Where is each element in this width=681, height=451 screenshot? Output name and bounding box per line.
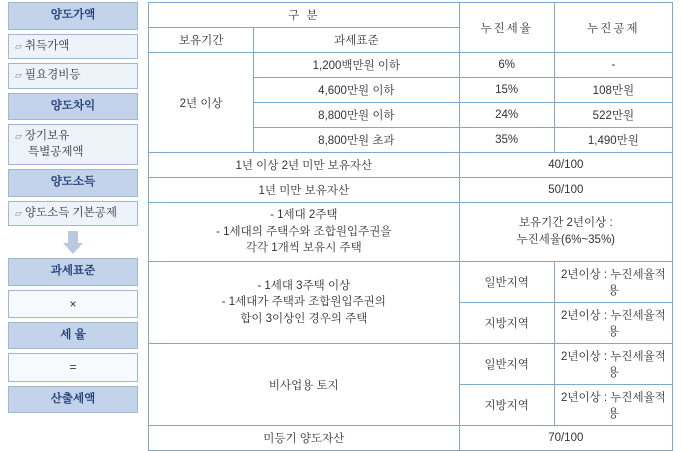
cell-two-house-description xyxy=(149,203,460,262)
cell-asset-under-1-year: 1년 미만 보유자산 xyxy=(149,178,460,203)
flow-step-tax-rate: 세 율 xyxy=(8,322,138,350)
cell-bracket-base: 1,200백만원 이하 xyxy=(254,53,459,78)
header-tax-base: 과세표준 xyxy=(254,28,459,53)
bullet-icon: ▱ xyxy=(15,207,22,218)
cell-bracket-deduction: 522만원 xyxy=(554,103,672,128)
header-progressive-deduction: 누진공제 xyxy=(554,3,672,53)
flow-step-transfer-income: 양도소득 xyxy=(8,169,138,197)
tax-rate-table-wrap xyxy=(148,2,673,451)
cell-land-area-local: 지방지역 xyxy=(459,385,554,426)
cell-bracket-rate: 15% xyxy=(459,78,554,103)
two-house-line-1: - 1세대 2주택 xyxy=(270,209,338,221)
cell-three-house-area-local: 지방지역 xyxy=(459,303,554,344)
cell-three-house-rate-general: 2년이상 : 누진세율적용 xyxy=(554,262,672,303)
flow-item-basic-deduction xyxy=(8,201,138,227)
flow-step-transfer-price: 양도가액 xyxy=(8,2,138,30)
cell-bracket-base: 8,800만원 초과 xyxy=(254,128,459,153)
cell-three-house-description xyxy=(149,262,460,344)
two-house-line-2: - 1세대의 주택수와 조합원입주권을 xyxy=(216,225,392,238)
cell-nonbusiness-land-label: 비사업용 토지 xyxy=(149,344,460,426)
calculation-flow-column xyxy=(8,2,138,417)
cell-asset-under-1-year-rate: 50/100 xyxy=(459,178,672,203)
cell-unregistered-rate: 70/100 xyxy=(459,426,672,451)
bullet-icon: ▱ xyxy=(15,131,22,142)
three-house-line-1: - 1세대 3주택 이상 xyxy=(257,279,351,292)
header-holding-period: 보유기간 xyxy=(149,28,254,53)
cell-asset-1to2-years-rate: 40/100 xyxy=(459,153,672,178)
three-house-line-3: 합이 3이상인 경우의 주택 xyxy=(240,312,368,325)
flow-step-transfer-margin: 양도차익 xyxy=(8,93,138,121)
table-row xyxy=(149,262,673,303)
cell-two-house-rate xyxy=(459,203,672,262)
flow-item-long-term-deduction xyxy=(8,124,138,165)
table-row xyxy=(149,426,673,451)
tax-rate-table xyxy=(148,2,673,451)
bullet-icon: ▱ xyxy=(15,70,22,81)
three-house-line-2: - 1세대가 주택과 조합원입주권의 xyxy=(221,296,386,309)
flow-item-label: 장기보유 xyxy=(24,130,70,143)
cell-land-area-general: 일반지역 xyxy=(459,344,554,385)
flow-item-label: 양도소득 기본공제 xyxy=(24,206,117,219)
cell-land-rate-local: 2년이상 : 누진세율적용 xyxy=(554,385,672,426)
flow-item-label-second-line: 특별공제액 xyxy=(28,145,84,158)
table-row xyxy=(149,53,673,78)
table-row xyxy=(149,153,673,178)
header-progressive-rate: 누진세율 xyxy=(459,3,554,53)
cell-land-rate-general: 2년이상 : 누진세율적용 xyxy=(554,344,672,385)
cell-bracket-deduction: 1,490만원 xyxy=(554,128,672,153)
flow-step-calculated-tax: 산출세액 xyxy=(8,386,138,414)
cell-unregistered-label: 미등기 양도자산 xyxy=(149,426,460,451)
header-group-division: 구 분 xyxy=(149,3,460,28)
two-house-note-line-2: 누진세율(6%~35%) xyxy=(516,234,616,246)
arrow-tip xyxy=(63,243,83,254)
flow-operator-equals: = xyxy=(8,353,138,381)
cell-bracket-rate: 35% xyxy=(459,128,554,153)
two-house-note-line-1: 보유기간 2년이상 : xyxy=(518,217,613,230)
cell-asset-1to2-years: 1년 이상 2년 미만 보유자산 xyxy=(149,153,460,178)
cell-bracket-deduction: - xyxy=(554,53,672,78)
flow-item-acquisition-price xyxy=(8,34,138,60)
cell-bracket-base: 8,800만원 이하 xyxy=(254,103,459,128)
table-header-row-1 xyxy=(149,3,673,28)
cell-three-house-area-general: 일반지역 xyxy=(459,262,554,303)
flow-step-tax-base: 과세표준 xyxy=(8,258,138,286)
table-row xyxy=(149,344,673,385)
table-row xyxy=(149,178,673,203)
two-house-line-3: 각각 1개씩 보유시 주택 xyxy=(245,242,362,255)
cell-bracket-rate: 6% xyxy=(459,53,554,78)
flow-item-label: 취득가액 xyxy=(24,39,70,52)
arrow-stem xyxy=(68,231,78,243)
flow-item-label: 필요경비등 xyxy=(24,69,81,82)
table-row xyxy=(149,203,673,262)
cell-holding-2years-or-more: 2년 이상 xyxy=(149,53,254,153)
bullet-icon: ▱ xyxy=(15,40,22,51)
flow-operator-multiply: × xyxy=(8,290,138,318)
cell-three-house-rate-local: 2년이상 : 누진세율적용 xyxy=(554,303,672,344)
down-arrow-icon xyxy=(8,230,138,256)
cell-bracket-rate: 24% xyxy=(459,103,554,128)
cell-bracket-deduction: 108만원 xyxy=(554,78,672,103)
cell-bracket-base: 4,600만원 이하 xyxy=(254,78,459,103)
flow-item-necessary-expense xyxy=(8,63,138,89)
